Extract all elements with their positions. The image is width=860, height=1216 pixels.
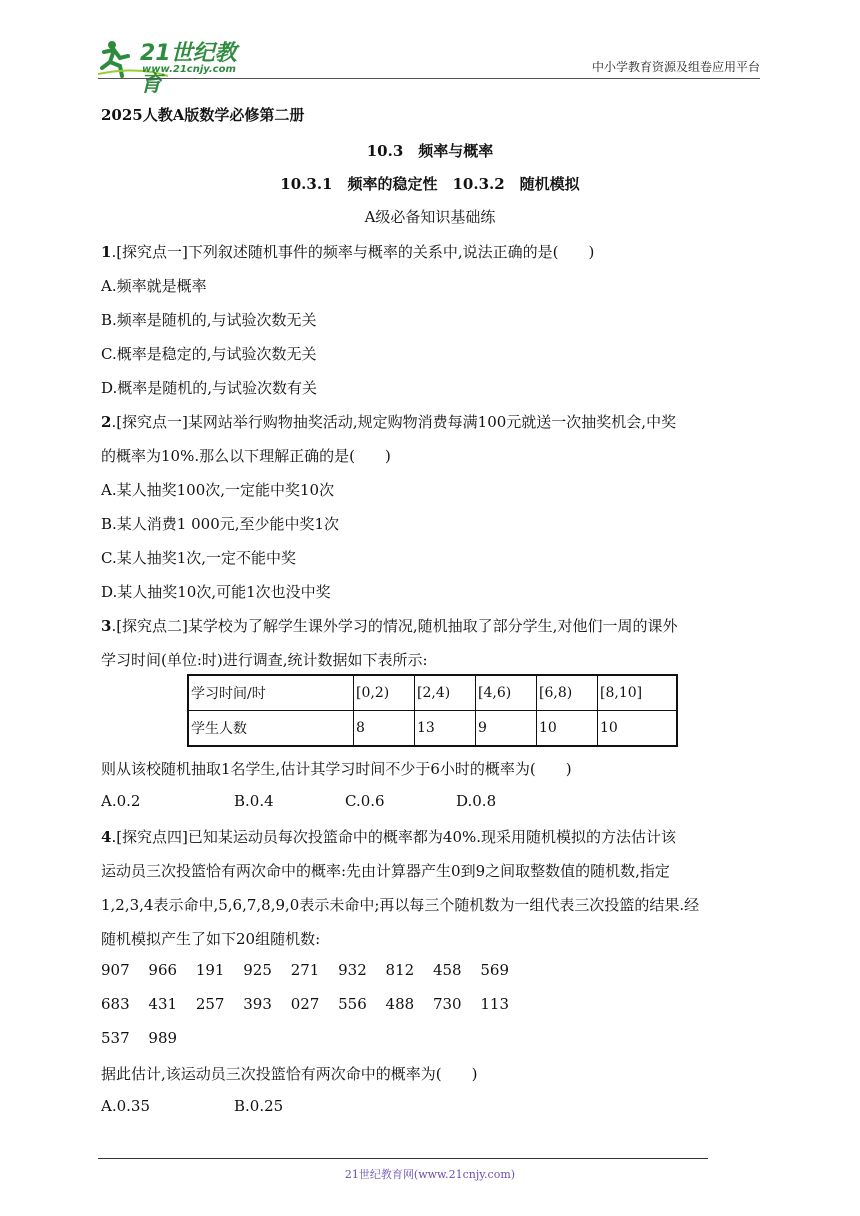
random-numbers-row1 — [101, 961, 523, 979]
random-number: 488 — [385, 995, 415, 1013]
random-number: 393 — [243, 995, 272, 1013]
site-logo — [98, 36, 258, 97]
table-header-cell: [4,6) — [476, 675, 537, 711]
q4-stem-line2: 运动员三次投篮恰有两次命中的概率:先由计算器产生0到9之间取整数值的随机数,指定 — [101, 862, 670, 880]
random-number: 966 — [148, 961, 178, 979]
q2-option-a: A.某人抽奖100次,一定能中奖10次 — [101, 481, 335, 499]
table-cell: 9 — [476, 711, 537, 747]
q4-option-a: A.0.35 — [101, 1097, 150, 1115]
random-number: 257 — [195, 995, 225, 1013]
q4-stem-line3: 1,2,3,4表示命中,5,6,7,8,9,0表示未命中;再以每三个随机数为一组代表三次投篮的结果.经 — [101, 896, 700, 914]
book-title: 2025人教A版数学必修第二册 — [101, 106, 305, 124]
q3-option-d: D.0.8 — [456, 792, 497, 810]
q4-stem-line4: 随机模拟产生了如下20组随机数: — [101, 930, 321, 948]
random-number: 027 — [290, 995, 320, 1013]
header-divider — [98, 78, 760, 79]
q3-option-a: A.0.2 — [101, 792, 141, 810]
random-number: 730 — [432, 995, 462, 1013]
q1-text: .[探究点一]下列叙述随机事件的频率与概率的关系中,说法正确的是( ) — [111, 243, 595, 261]
random-number: 271 — [290, 961, 320, 979]
table-cell: 13 — [415, 711, 476, 747]
q3-option-b: B.0.4 — [234, 792, 274, 810]
logo-url: www.21cnjy.com — [142, 64, 236, 75]
table-cell: 10 — [598, 711, 678, 747]
q3-stem-line1 — [101, 615, 677, 636]
table-cell: 学生人数 — [188, 711, 354, 747]
table-header-cell: 学习时间/时 — [188, 675, 354, 711]
q4-stem-line1 — [101, 826, 676, 847]
study-time-table — [187, 674, 678, 747]
table-header-cell: [2,4) — [415, 675, 476, 711]
random-numbers-row3 — [101, 1029, 191, 1047]
q4-option-b: B.0.25 — [234, 1097, 284, 1115]
q3-text1: .[探究点二]某学校为了解学生课外学习的情况,随机抽取了部分学生,对他们一周的课外 — [111, 617, 678, 635]
q1-option-c: C.概率是稳定的,与试验次数无关 — [101, 345, 317, 363]
random-number: 812 — [385, 961, 415, 979]
random-number: 989 — [148, 1029, 178, 1047]
q2-stem-line2: 的概率为10%.那么以下理解正确的是( ) — [101, 447, 391, 465]
random-number: 925 — [243, 961, 272, 979]
section-title: 10.3 频率与概率 — [366, 142, 494, 160]
footer-link[interactable]: 21世纪教育网(www.21cnjy.com) — [344, 1168, 516, 1181]
random-number: 932 — [338, 961, 367, 979]
q2-number: 2 — [101, 413, 112, 431]
random-number: 569 — [480, 961, 510, 979]
q2-option-d: D.某人抽奖10次,可能1次也没中奖 — [101, 583, 331, 601]
random-number: 907 — [101, 961, 130, 979]
q4-text1: .[探究点四]已知某运动员每次投篮命中的概率都为40%.现采用随机模拟的方法估计该 — [111, 828, 677, 846]
random-number: 556 — [338, 995, 367, 1013]
table-cell: 8 — [354, 711, 415, 747]
random-number: 458 — [432, 961, 462, 979]
q4-number: 4 — [101, 828, 112, 846]
q3-question: 则从该校随机抽取1名学生,估计其学习时间不少于6小时的概率为( ) — [101, 760, 572, 778]
random-number: 113 — [480, 995, 510, 1013]
random-number: 683 — [101, 995, 130, 1013]
table-row — [188, 675, 677, 711]
random-number: 431 — [148, 995, 178, 1013]
random-number: 191 — [195, 961, 225, 979]
q3-option-c: C.0.6 — [345, 792, 385, 810]
q2-text1: .[探究点一]某网站举行购物抽奖活动,规定购物消费每满100元就送一次抽奖机会,中奖 — [111, 413, 677, 431]
q2-stem-line1 — [101, 411, 676, 432]
header-platform-text: 中小学教育资源及组卷应用平台 — [591, 60, 760, 74]
q1-option-d: D.概率是随机的,与试验次数有关 — [101, 379, 318, 397]
table-header-cell: [8,10] — [598, 675, 678, 711]
random-numbers-row2 — [101, 995, 523, 1013]
footer-divider — [98, 1158, 708, 1159]
q4-question: 据此估计,该运动员三次投篮恰有两次命中的概率为( ) — [101, 1065, 478, 1083]
q2-option-c: C.某人抽奖1次,一定不能中奖 — [101, 549, 297, 567]
q2-option-b: B.某人消费1 000元,至少能中奖1次 — [101, 515, 340, 533]
q3-stem-line2: 学习时间(单位:时)进行调查,统计数据如下表所示: — [101, 651, 428, 669]
table-row — [188, 711, 677, 747]
logo-text: 21世纪教育 — [140, 41, 237, 97]
level-title: A级必备知识基础练 — [364, 208, 496, 226]
q1-option-a: A.频率就是概率 — [101, 277, 207, 295]
q3-number: 3 — [101, 617, 112, 635]
table-header-cell: [6,8) — [537, 675, 598, 711]
subsection-title: 10.3.1 频率的稳定性 10.3.2 随机模拟 — [280, 175, 580, 193]
q1-stem — [101, 241, 594, 262]
table-header-cell: [0,2) — [354, 675, 415, 711]
q1-number: 1 — [101, 243, 112, 261]
random-number: 537 — [101, 1029, 130, 1047]
table-cell: 10 — [537, 711, 598, 747]
q1-option-b: B.频率是随机的,与试验次数无关 — [101, 311, 317, 329]
